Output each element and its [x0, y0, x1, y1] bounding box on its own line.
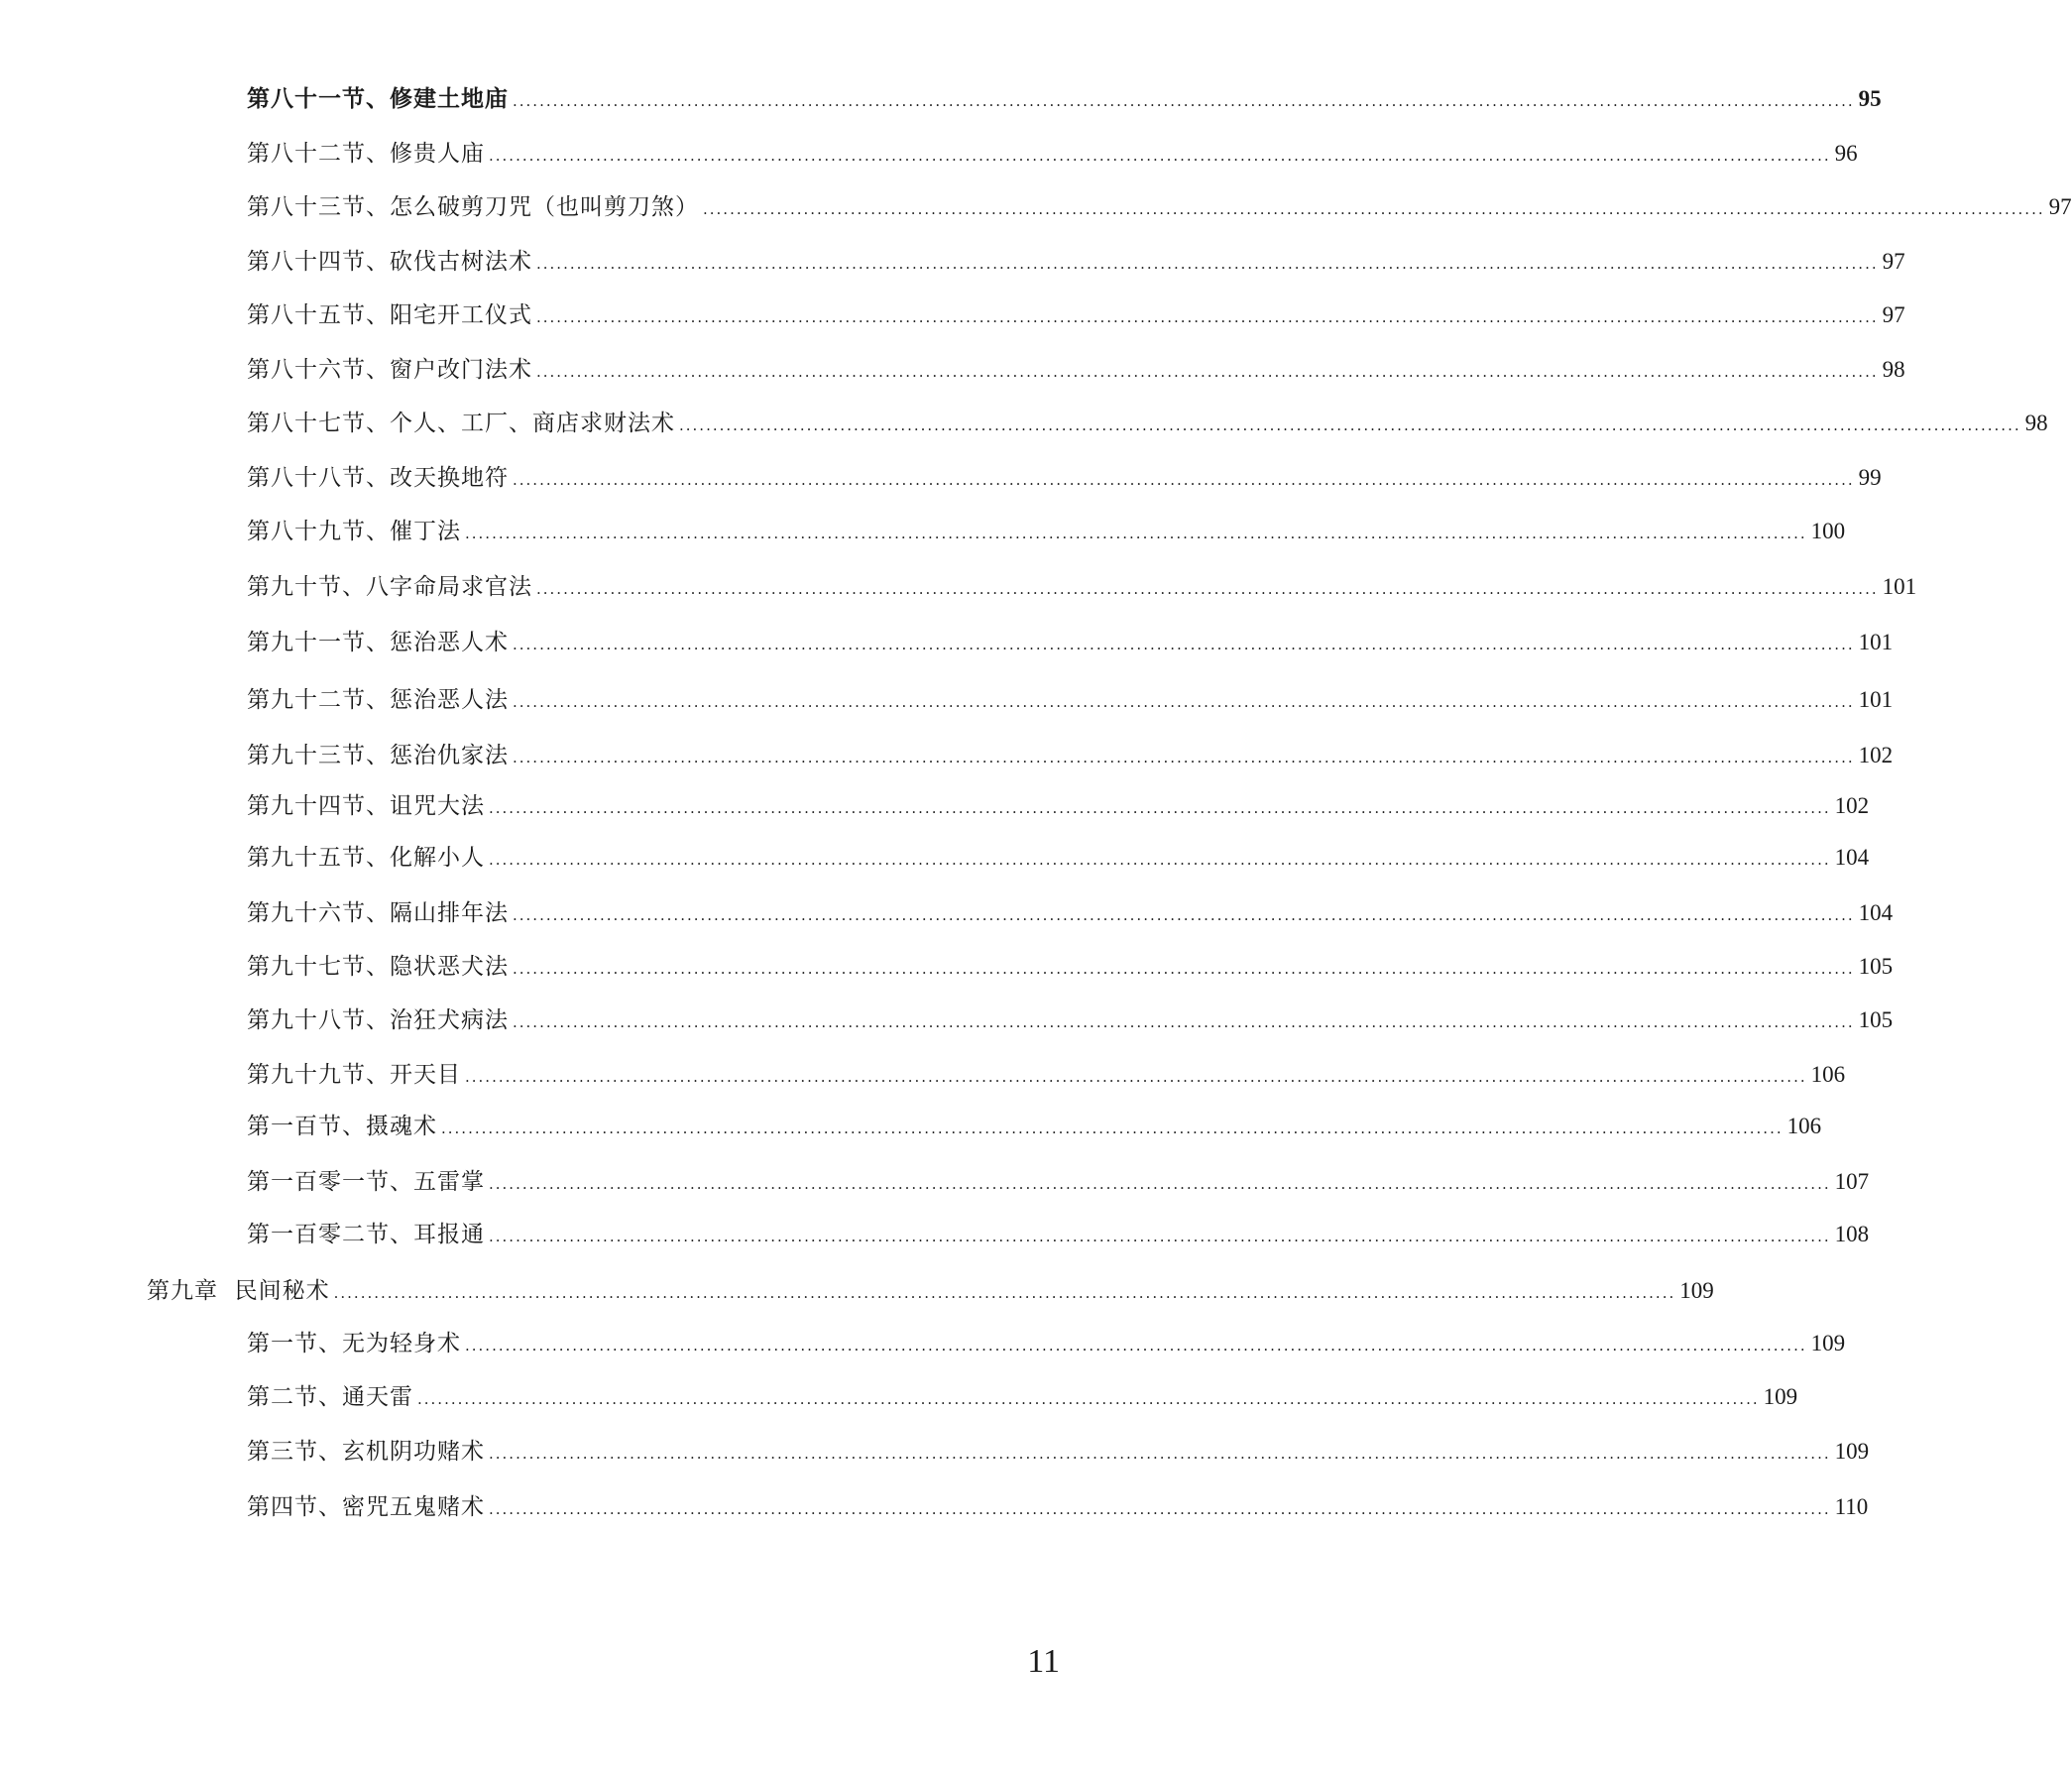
toc-entry[interactable]: [247, 248, 1905, 278]
leader-dots: ........................................................................................................................................................................................................: [679, 416, 2021, 434]
toc-entry-title: 第八十九节、催丁法: [247, 519, 461, 544]
toc-entry[interactable]: [247, 1113, 1822, 1142]
toc-entry-title: 第四节、密咒五鬼赌术: [247, 1494, 485, 1520]
toc-entry[interactable]: [247, 899, 1894, 929]
toc-entry-title: 第九十八节、治狂犬病法: [247, 1007, 509, 1033]
toc-entry[interactable]: [247, 1438, 1870, 1468]
toc-entry[interactable]: [247, 1383, 1798, 1413]
toc-entry[interactable]: [247, 464, 1882, 494]
toc-entry[interactable]: [247, 193, 2072, 223]
toc-entry-page: 96: [1834, 141, 1858, 166]
toc-entry-title: 第一百节、摄魂术: [247, 1114, 437, 1139]
toc-entry-title: 第八十七节、个人、工厂、商店求财法术: [247, 411, 675, 436]
toc-entry-page: 100: [1810, 519, 1846, 543]
leader-dots: ........................................................................................................................................................................................................: [333, 1284, 1676, 1302]
toc-entry[interactable]: [247, 410, 2048, 439]
toc-entry[interactable]: [247, 1168, 1870, 1198]
toc-entry-page: 108: [1834, 1222, 1870, 1246]
leader-dots: ........................................................................................................................................................................................................: [489, 1500, 1831, 1518]
leader-dots: ........................................................................................................................................................................................................: [489, 851, 1831, 869]
toc-entry-page: 98: [2024, 411, 2048, 435]
leader-dots: ........................................................................................................................................................................................................: [513, 693, 1855, 711]
toc-entry[interactable]: [247, 686, 1894, 716]
toc-entry-page: 106: [1810, 1062, 1846, 1087]
toc-entry[interactable]: [247, 844, 1870, 874]
toc-entry-title: 第九十四节、诅咒大法: [247, 793, 485, 819]
toc-entry-page: 101: [1858, 687, 1894, 712]
toc-entry[interactable]: [247, 742, 1894, 771]
leader-dots: ........................................................................................................................................................................................................: [513, 749, 1855, 766]
toc-entry-page: 105: [1858, 954, 1894, 979]
toc-entry-title: 第三节、玄机阴功赌术: [247, 1439, 485, 1465]
leader-dots: ........................................................................................................................................................................................................: [513, 471, 1855, 489]
toc-entry[interactable]: [247, 1493, 1869, 1523]
toc-entry-title: 第二节、通天雷: [247, 1384, 413, 1410]
leader-dots: ........................................................................................................................................................................................................: [441, 1120, 1784, 1137]
toc-entry-page: 102: [1858, 743, 1894, 767]
toc-entry[interactable]: [247, 1006, 1894, 1036]
toc-entry[interactable]: [247, 792, 1870, 822]
page-number: 11: [1027, 1643, 1060, 1680]
toc-entry-title: 第九十节、八字命局求官法: [247, 574, 532, 600]
toc-entry-page: 102: [1834, 793, 1870, 818]
toc-entry-page: 104: [1858, 900, 1894, 925]
leader-dots: ........................................................................................................................................................................................................: [489, 1445, 1831, 1463]
toc-entry[interactable]: [247, 573, 1917, 603]
leader-dots: ........................................................................................................................................................................................................: [536, 363, 1879, 381]
toc-entry-page: 106: [1786, 1114, 1822, 1138]
leader-dots: ........................................................................................................................................................................................................: [513, 1013, 1855, 1031]
toc-entry[interactable]: [247, 1221, 1870, 1250]
toc-entry-title: 第八十三节、怎么破剪刀咒（也叫剪刀煞）: [247, 194, 699, 220]
toc-entry-title: 第八十一节、修建土地庙: [247, 85, 509, 112]
leader-dots: ........................................................................................................................................................................................................: [513, 636, 1855, 653]
toc-entry-title: 第一百零一节、五雷掌: [247, 1169, 485, 1195]
leader-dots: ........................................................................................................................................................................................................: [489, 1175, 1831, 1193]
toc-entry-page: 109: [1834, 1439, 1870, 1464]
toc-entry-page: 107: [1834, 1169, 1870, 1194]
toc-entry-page: 97: [2048, 194, 2072, 219]
leader-dots: ........................................................................................................................................................................................................: [513, 906, 1855, 924]
toc-entry-title: 第八十六节、窗户改门法术: [247, 357, 532, 383]
toc-entry-page: 98: [1882, 357, 1905, 382]
toc-entry-title: 第九十一节、惩治恶人术: [247, 630, 509, 655]
leader-dots: ........................................................................................................................................................................................................: [489, 1228, 1831, 1245]
leader-dots: ........................................................................................................................................................................................................: [536, 308, 1879, 326]
toc-entry-title: 第九十三节、惩治仇家法: [247, 743, 509, 768]
toc-entry-title: 第九十二节、惩治恶人法: [247, 687, 509, 713]
leader-dots: ........................................................................................................................................................................................................: [489, 147, 1831, 165]
toc-entry-title: 第一节、无为轻身术: [247, 1331, 461, 1356]
toc-entry-title: 第八十五节、阳宅开工仪式: [247, 302, 532, 328]
toc-entry-title: 第九章 民间秘术: [147, 1278, 330, 1304]
toc-entry-page: 101: [1858, 630, 1894, 654]
toc-entry-title: 第九十七节、隐状恶犬法: [247, 954, 509, 980]
toc-entry[interactable]: [247, 356, 1905, 386]
toc-entry-page: 105: [1858, 1007, 1894, 1032]
toc-entry-page: 109: [1763, 1384, 1798, 1409]
toc-entry-title: 第九十九节、开天目: [247, 1062, 461, 1088]
toc-entry[interactable]: [247, 1061, 1846, 1091]
toc-entry-page: 104: [1834, 845, 1870, 870]
toc-entry-page: 97: [1882, 302, 1905, 327]
leader-dots: ........................................................................................................................................................................................................: [465, 525, 1807, 542]
toc-entry-page: 109: [1810, 1331, 1846, 1355]
leader-dots: ........................................................................................................................................................................................................: [536, 580, 1879, 598]
toc-entry-title: 第九十五节、化解小人: [247, 845, 485, 871]
leader-dots: ........................................................................................................................................................................................................: [489, 799, 1831, 817]
toc-entry-page: 109: [1679, 1278, 1714, 1303]
toc-entry-title: 第一百零二节、耳报通: [247, 1222, 485, 1247]
toc-entry[interactable]: [247, 85, 1882, 115]
leader-dots: ........................................................................................................................................................................................................: [417, 1390, 1760, 1408]
toc-entry[interactable]: [247, 953, 1894, 983]
toc-entry-page: 95: [1858, 86, 1882, 111]
toc-entry-title: 第九十六节、隔山排年法: [247, 900, 509, 926]
leader-dots: ........................................................................................................................................................................................................: [465, 1337, 1807, 1355]
toc-entry-title: 第八十四节、砍伐古树法术: [247, 249, 532, 275]
toc-entry[interactable]: [247, 1330, 1846, 1359]
leader-dots: ........................................................................................................................................................................................................: [513, 960, 1855, 978]
toc-entry-page: 110: [1834, 1494, 1869, 1519]
toc-entry[interactable]: [247, 140, 1858, 170]
toc-entry-title: 第八十二节、修贵人庙: [247, 141, 485, 167]
leader-dots: ........................................................................................................................................................................................................: [513, 92, 1855, 110]
toc-entry[interactable]: [247, 629, 1894, 658]
toc-entry-title: 第八十八节、改天换地符: [247, 465, 509, 491]
toc-chapter-entry[interactable]: [147, 1277, 1714, 1307]
toc-entry-page: 101: [1882, 574, 1917, 599]
leader-dots: ........................................................................................................................................................................................................: [536, 255, 1879, 273]
toc-entry-page: 97: [1882, 249, 1905, 274]
toc-entry-page: 99: [1858, 465, 1882, 490]
toc-entry[interactable]: [247, 518, 1846, 547]
toc-entry[interactable]: [247, 301, 1905, 331]
leader-dots: ........................................................................................................................................................................................................: [703, 200, 2045, 218]
leader-dots: ........................................................................................................................................................................................................: [465, 1068, 1807, 1086]
